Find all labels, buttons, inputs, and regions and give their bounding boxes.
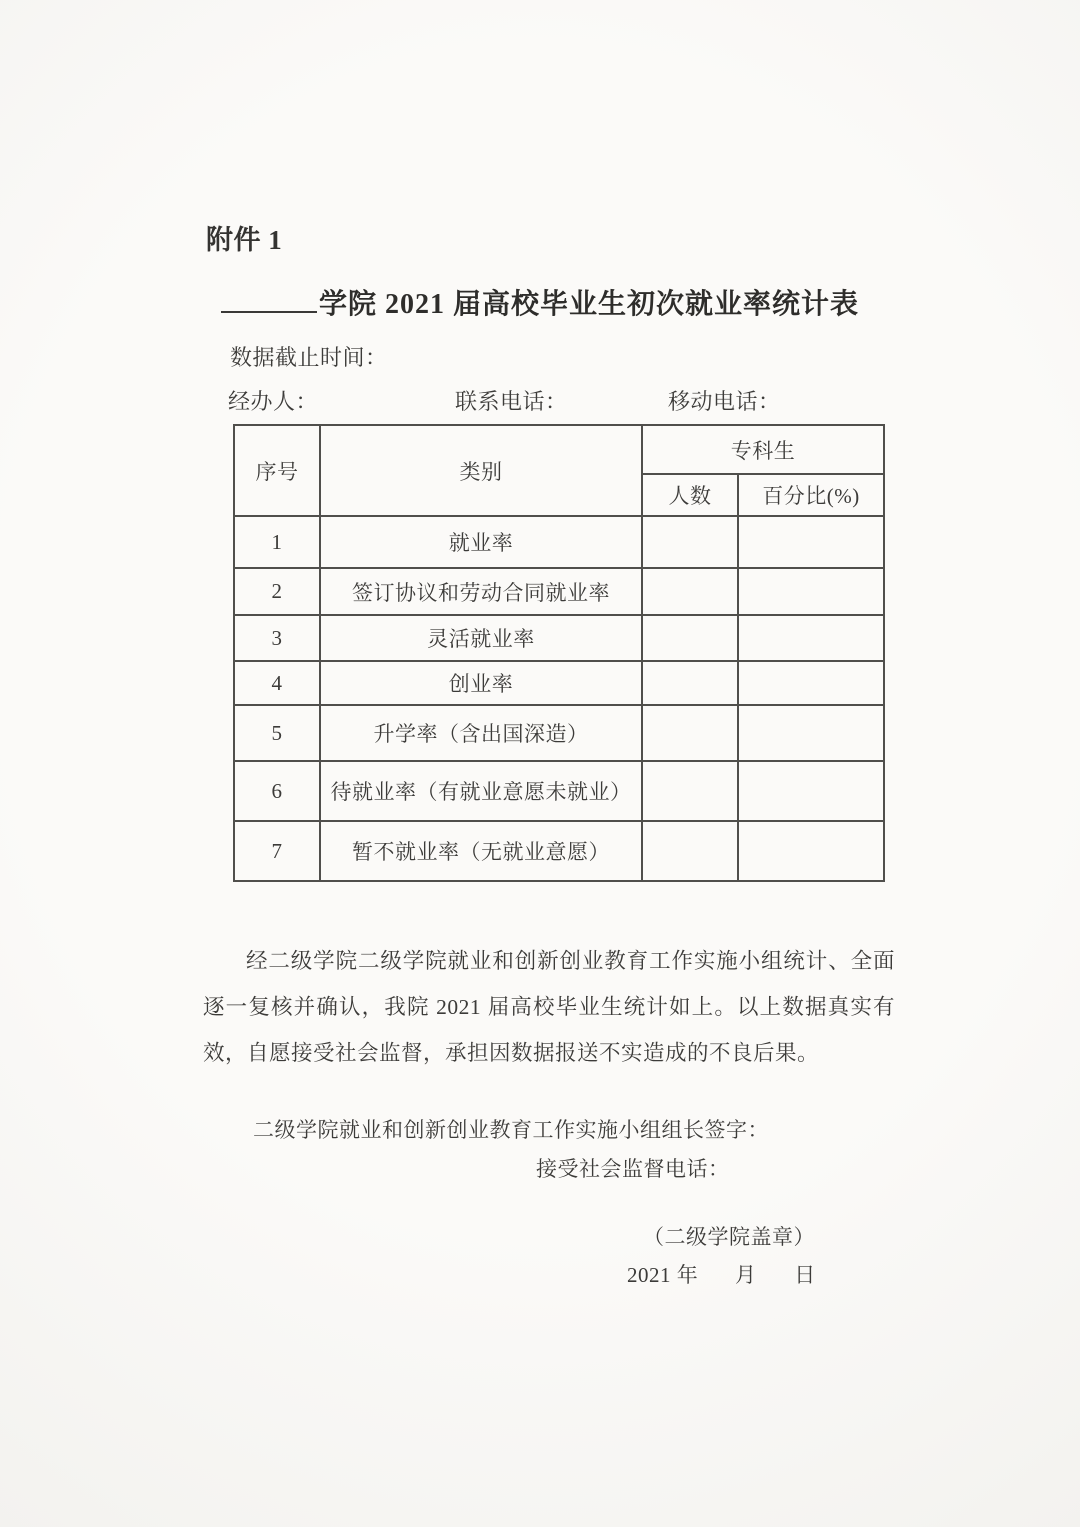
count-value-cell xyxy=(642,821,738,881)
document-title xyxy=(0,282,1080,322)
declaration-paragraph: 经二级学院二级学院就业和创新创业教育工作实施小组统计、全面逐一复核并确认，我院 2021 届高校毕业生统计如上。以上数据真实有效，自愿接受社会监督，承担因数据报送不实造成的不良后果。 xyxy=(203,949,895,1065)
count-value-cell xyxy=(642,661,738,705)
percent-value-cell xyxy=(738,516,884,568)
date-line xyxy=(627,1259,816,1289)
date-day: 日 xyxy=(794,1263,816,1287)
category-cell: 暂不就业率（无就业意愿） xyxy=(320,821,642,881)
group-header-cell: 专科生 xyxy=(642,425,884,474)
percent-value-cell xyxy=(738,661,884,705)
count-value-cell xyxy=(642,615,738,661)
category-cell: 灵活就业率 xyxy=(320,615,642,661)
table-row xyxy=(234,568,884,615)
seq-cell: 1 xyxy=(234,516,320,568)
category-cell: 就业率 xyxy=(320,516,642,568)
table-row xyxy=(234,615,884,661)
table-row xyxy=(234,821,884,881)
leader-signature-label: 二级学院就业和创新创业教育工作实施小组组长签字： xyxy=(253,1118,769,1142)
category-cell: 待就业率（有就业意愿未就业） xyxy=(320,761,642,821)
handler-label: 经办人： xyxy=(228,389,319,414)
count-value-cell xyxy=(642,568,738,615)
date-month: 月 xyxy=(735,1263,757,1287)
count-value-cell xyxy=(642,761,738,821)
table-row xyxy=(234,761,884,821)
data-cutoff-label: 数据截止时间： xyxy=(230,345,388,370)
category-cell: 签订协议和劳动合同就业率 xyxy=(320,568,642,615)
seq-cell: 4 xyxy=(234,661,320,705)
category-cell: 升学率（含出国深造） xyxy=(320,705,642,761)
seq-cell: 2 xyxy=(234,568,320,615)
percent-value-cell xyxy=(738,568,884,615)
document-title-text: 学院 2021 届高校毕业生初次就业率统计表 xyxy=(318,289,859,320)
employment-stats-table xyxy=(233,424,885,882)
count-header-cell: 人数 xyxy=(642,474,738,516)
table-header-row-1 xyxy=(234,425,884,474)
attachment-label: 附件 1 xyxy=(206,225,283,255)
table-row xyxy=(234,705,884,761)
category-cell: 创业率 xyxy=(320,661,642,705)
percent-value-cell xyxy=(738,821,884,881)
seq-cell: 7 xyxy=(234,821,320,881)
supervision-phone-label: 接受社会监督电话： xyxy=(536,1157,730,1181)
seal-label: （二级学院盖章） xyxy=(643,1225,815,1249)
table-row xyxy=(234,661,884,705)
percent-value-cell xyxy=(738,705,884,761)
percent-value-cell xyxy=(738,761,884,821)
seq-header-cell: 序号 xyxy=(234,425,320,516)
date-year: 2021 年 xyxy=(627,1263,699,1287)
count-value-cell xyxy=(642,705,738,761)
contact-phone-label: 联系电话： xyxy=(455,389,568,414)
percent-value-cell xyxy=(738,615,884,661)
count-value-cell xyxy=(642,516,738,568)
college-name-blank xyxy=(221,285,317,313)
mobile-phone-label: 移动电话： xyxy=(668,389,781,414)
seq-cell: 5 xyxy=(234,705,320,761)
seq-cell: 3 xyxy=(234,615,320,661)
percent-header-cell: 百分比(%) xyxy=(738,474,884,516)
seq-cell: 6 xyxy=(234,761,320,821)
table-row xyxy=(234,516,884,568)
category-header-cell: 类别 xyxy=(320,425,642,516)
contact-info-row xyxy=(0,385,1080,415)
